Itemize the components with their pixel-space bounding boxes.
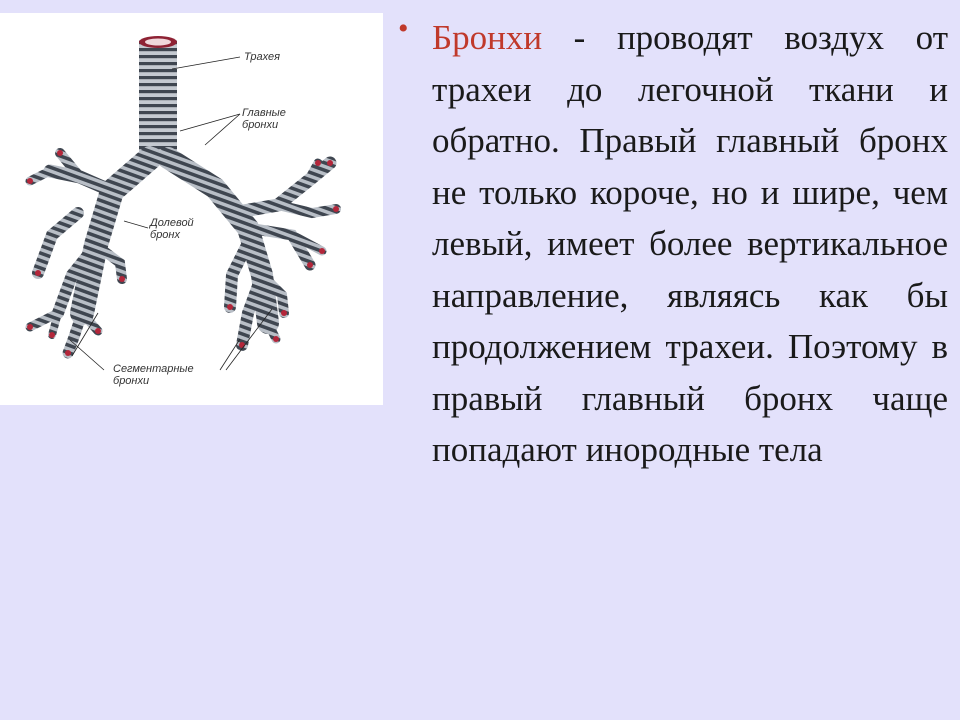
- slide-body-text: [432, 12, 948, 476]
- bronchial-tree-diagram: [0, 13, 383, 405]
- label-lobar-bronchus-line2: бронх: [150, 229, 180, 241]
- bronchial-tree-figure: [0, 13, 383, 405]
- left-bronchial-branches: [30, 153, 150, 353]
- definition-text: проводят воздух от трахеи до легочной ткани и обратно. Правый главный бронх не только короче, но и шире, чем левый, имеет более вертикальное направление, являясь как бы продолжением трахеи. Поэтому в правый главный бронх чаще попадают инородные тела: [432, 18, 948, 469]
- label-main-bronchi-line2: бронхи: [242, 119, 279, 131]
- term-bronchi: Бронхи: [432, 18, 543, 57]
- term-dash: -: [542, 18, 617, 57]
- bullet-marker: •: [398, 12, 409, 45]
- right-bronchial-branches: [168, 158, 336, 345]
- label-main-bronchi-line1: Главные: [242, 107, 286, 119]
- label-lobar-bronchus-line1: Долевой: [150, 217, 194, 229]
- trachea: [139, 36, 177, 160]
- label-trachea: Трахея: [244, 51, 280, 63]
- label-segmental-bronchi-line1: Сегментарные: [113, 363, 194, 375]
- label-segmental-bronchi-line2: бронхи: [113, 375, 150, 387]
